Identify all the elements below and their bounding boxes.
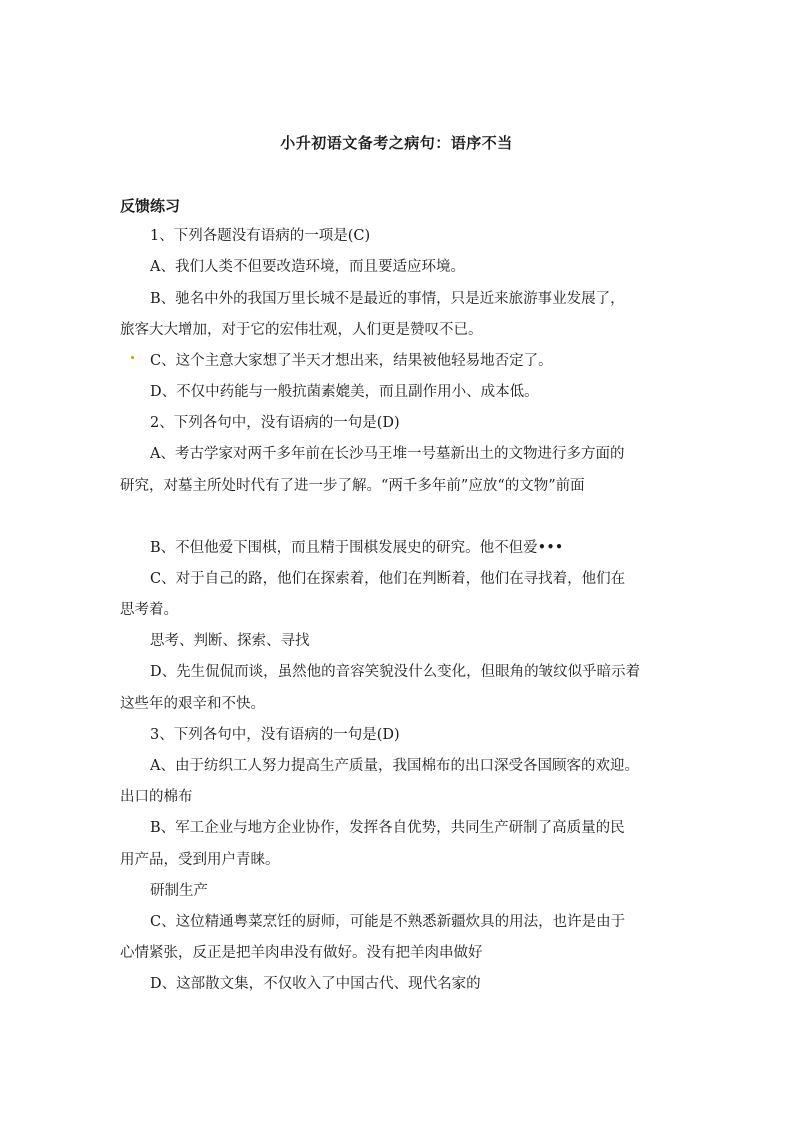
question-2-option-c-note: 思考、判断、探索、寻找: [150, 633, 310, 649]
question-3-option-a-note: 出口的棉布: [120, 789, 193, 805]
question-1-stem: 1、下列各题没有语病的一项是(C): [150, 228, 371, 244]
question-3-option-b-line2: 用产品，受到用户青睐。: [120, 852, 280, 868]
question-2-option-d-line1: D、先生侃侃而谈，虽然他的音容笑貌没什么变化，但眼角的皱纹似乎暗示着: [150, 664, 641, 680]
question-1-option-a: A、我们人类不但要改造环境，而且要适应环境。: [150, 259, 465, 275]
question-2-option-c-line1: C、对于自己的路，他们在探索着，他们在判断着，他们在寻找着，他们在: [150, 571, 626, 587]
question-2-option-c-line2: 思考着。: [120, 602, 178, 618]
question-3-option-b-note: 研制生产: [150, 883, 208, 899]
question-2-stem: 2、下列各句中，没有语病的一句是(D): [150, 415, 400, 431]
question-1-option-d: D、不仅中药能与一般抗菌素媲美，而且副作用小、成本低。: [150, 384, 539, 400]
question-3-option-b-line1: B、军工企业与地方企业协作，发挥各自优势，共同生产研制了高质量的民: [150, 820, 625, 836]
question-1-option-b-line1: B、驰名中外的我国万里长城不是最近的事情，只是近来旅游事业发展了，: [150, 291, 625, 307]
question-1-option-b-line2: 旅客大大增加，对于它的宏伟壮观，人们更是赞叹不已。: [120, 322, 483, 338]
question-3-stem: 3、下列各句中，没有语病的一句是(D): [150, 727, 400, 743]
question-2-option-a-line2: 研究，对墓主所处时代有了进一步了解。“两千多年前”应放“的文物”前面: [120, 478, 585, 494]
section-heading: 反馈练习: [120, 197, 181, 215]
question-3-option-c-line1: C、这位精通粤菜烹饪的厨师，可能是不熟悉新疆炊具的用法，也许是由于: [150, 914, 626, 930]
question-2-option-d-line2: 这些年的艰辛和不快。: [120, 696, 265, 712]
question-3-option-c-line2: 心情紧张，反正是把羊肉串没有做好。没有把羊肉串做好: [120, 945, 483, 961]
question-2-option-b: B、不但他爱下围棋，而且精于围棋发展史的研究。他不但爱•••: [150, 540, 564, 556]
question-3-option-d-line1: D、这部散文集，不仅收入了中国古代、现代名家的: [150, 976, 481, 992]
question-2-option-a-line1: A、考古学家对两千多年前在长沙马王堆一号墓新出土的文物进行多方面的: [150, 446, 625, 462]
yellow-dot-mark: [131, 356, 134, 359]
question-3-option-a-line1: A、由于纺织工人努力提高生产质量，我国棉布的出口深受各国顾客的欢迎。: [150, 758, 639, 774]
document-title: 小升初语文备考之病句：语序不当: [280, 134, 513, 152]
question-1-option-c: C、这个主意大家想了半天才想出来，结果被他轻易地否定了。: [150, 353, 553, 369]
